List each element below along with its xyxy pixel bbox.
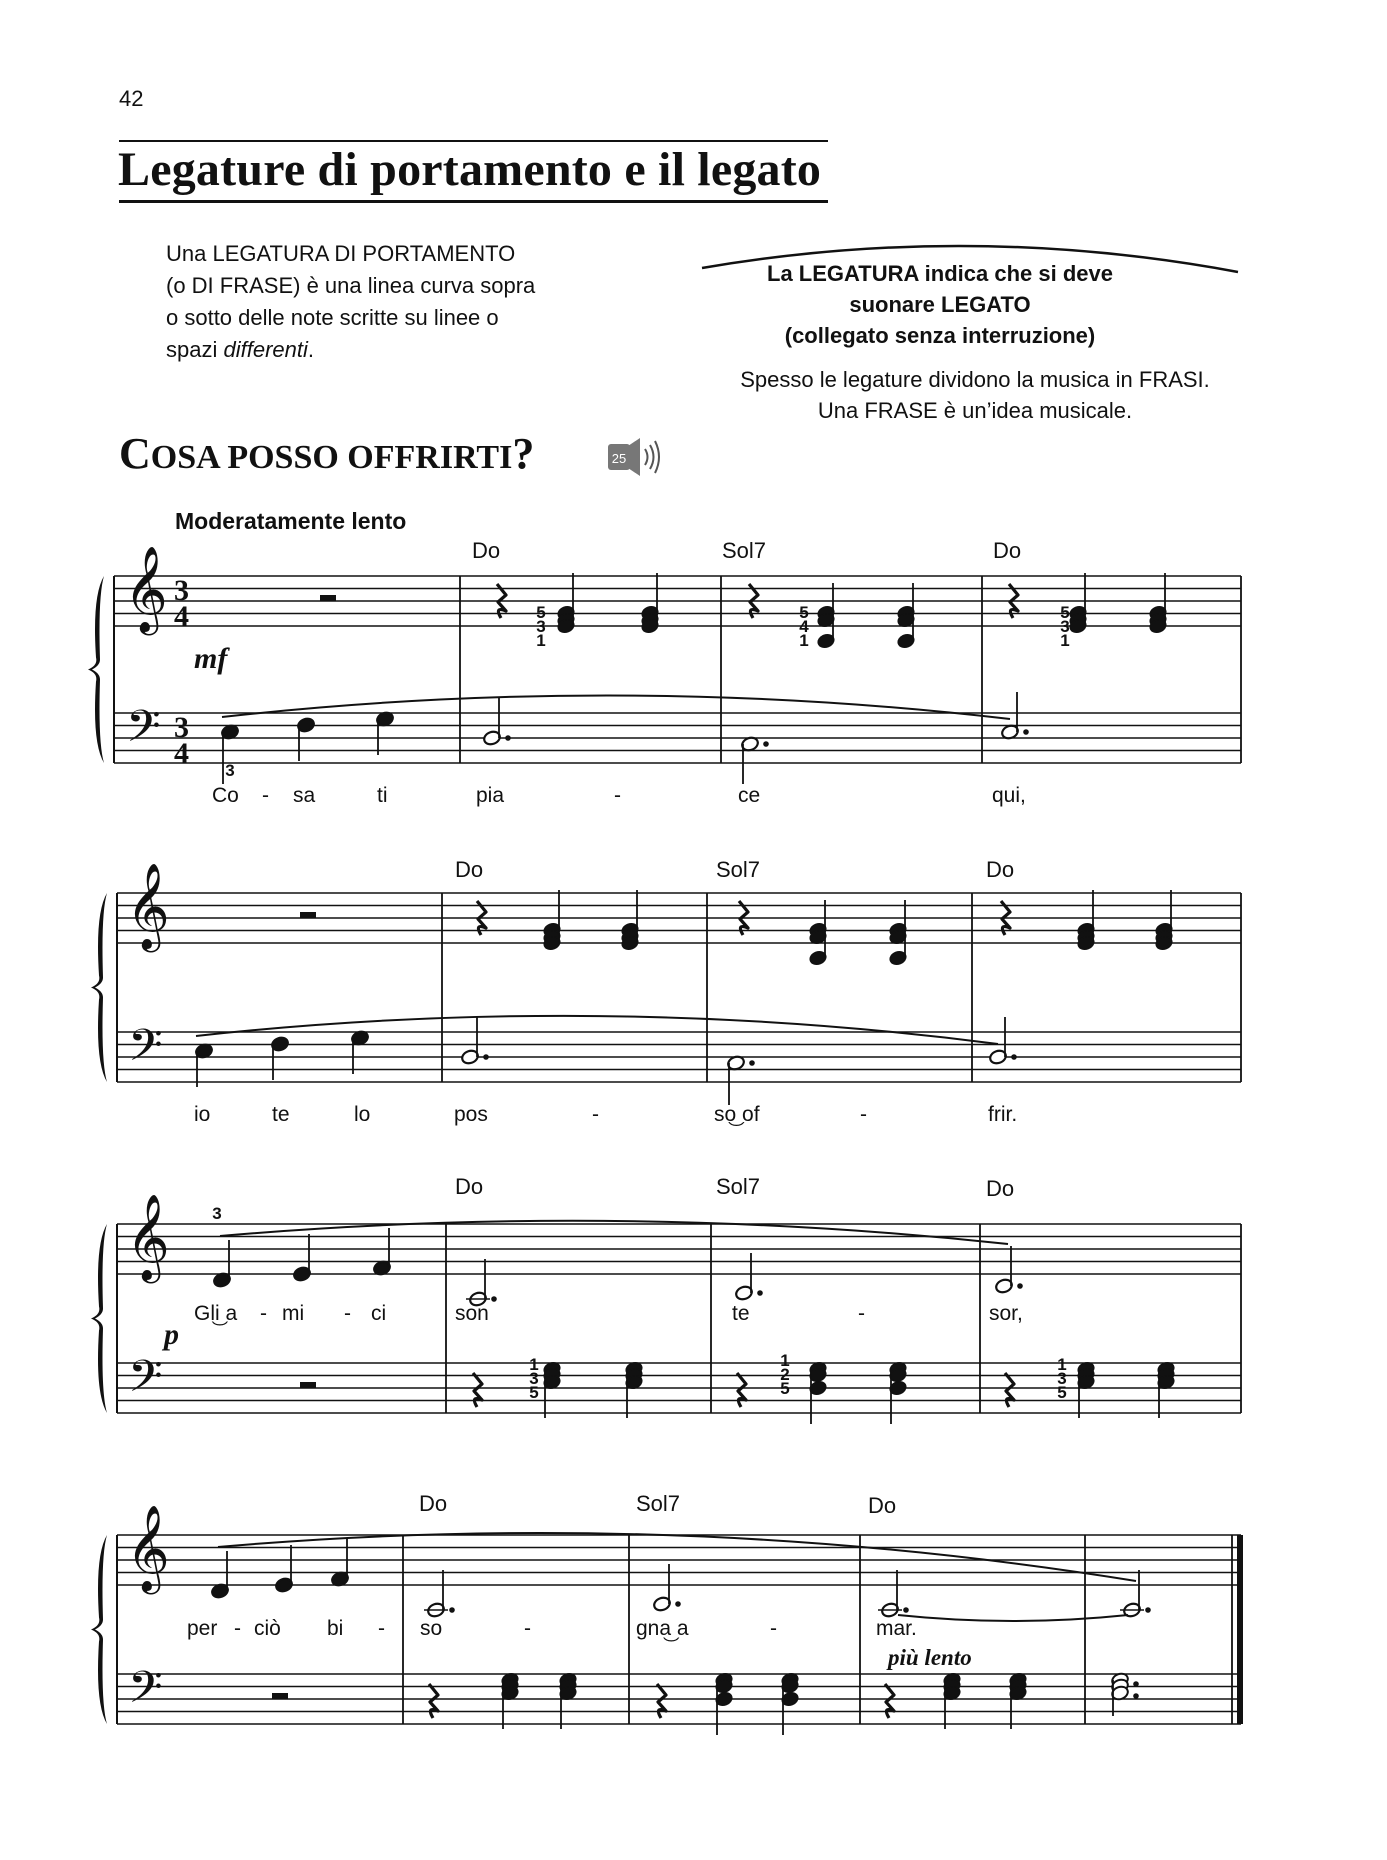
- chord-symbol: Sol7: [716, 857, 761, 882]
- lyric-syllable: ti: [377, 784, 388, 807]
- fingering: 3: [225, 761, 235, 780]
- intro-period: .: [307, 337, 314, 362]
- brace: [91, 893, 107, 1082]
- lyric-syllable: so: [420, 1617, 443, 1640]
- finger-number: 1: [1057, 1355, 1067, 1374]
- lyric-syllable: ce: [738, 784, 761, 807]
- page-title: Legature di portamento e il legato: [118, 143, 822, 196]
- brace: [91, 1535, 107, 1724]
- chord-symbol: Do: [455, 1174, 484, 1199]
- augmentation-dot: [763, 741, 769, 747]
- fingering: [534, 603, 548, 650]
- finger-number: 1: [1060, 631, 1070, 650]
- lyric-hyphen: -: [860, 1103, 867, 1126]
- time-signature: 4: [174, 737, 189, 770]
- finger-number: 1: [780, 1351, 790, 1370]
- half-rest: [300, 912, 316, 918]
- lyric-hyphen: -: [614, 784, 621, 807]
- fingering: [1058, 603, 1072, 650]
- finger-number: 3: [536, 617, 546, 636]
- intro-line-text: spazi: [166, 337, 224, 362]
- lyric-hyphen: -: [770, 1617, 777, 1640]
- phrase-slur: [218, 1533, 1136, 1581]
- finger-number: 5: [536, 603, 546, 622]
- bass-clef: 𝄢: [128, 1350, 163, 1413]
- augmentation-dot: [1145, 1607, 1151, 1613]
- lyric-syllable: te: [732, 1302, 750, 1325]
- lyric-hyphen: -: [592, 1103, 599, 1126]
- lyric-syllable: bi: [327, 1617, 344, 1640]
- bass-clef: 𝄢: [126, 700, 161, 763]
- lyric-syllable: Co: [212, 784, 239, 807]
- lyric-hyphen: -: [344, 1302, 351, 1325]
- page-number: 42: [119, 86, 144, 111]
- augmentation-dot: [1133, 1681, 1139, 1687]
- fingering: [797, 603, 811, 650]
- chord-symbol: Do: [986, 1176, 1015, 1201]
- chord-symbol: Do: [986, 857, 1015, 882]
- augmentation-dot: [903, 1607, 909, 1613]
- time-signature: 3: [174, 574, 189, 607]
- finger-number: 5: [1057, 1383, 1067, 1402]
- lyric-syllable: frir.: [988, 1103, 1018, 1126]
- song-title-question: ?: [512, 429, 535, 478]
- quarter-rest: [1005, 1373, 1014, 1407]
- treble-clef: 𝄞: [126, 1505, 170, 1591]
- lyric-syllable: ciò: [254, 1617, 281, 1640]
- lyric-hyphen: -: [524, 1617, 531, 1640]
- chord-symbol: Do: [455, 857, 484, 882]
- lyric-syllable: pia: [476, 784, 505, 807]
- augmentation-dot: [483, 1054, 489, 1060]
- time-signature: 4: [174, 600, 189, 633]
- lyric-syllable: son: [455, 1302, 489, 1325]
- augmentation-dot: [1017, 1283, 1023, 1289]
- finger-number: 5: [780, 1379, 790, 1398]
- tempo-change: più lento: [888, 1645, 972, 1670]
- lyric-syllable: per: [187, 1617, 218, 1640]
- lyric-syllable: gna͜ a: [636, 1617, 689, 1640]
- lyric-syllable: qui,: [992, 784, 1026, 807]
- half-rest: [300, 1382, 316, 1388]
- lyric-syllable: Gli͜ a: [194, 1302, 238, 1325]
- augmentation-dot: [449, 1607, 455, 1613]
- tie: [898, 1615, 1128, 1621]
- lyric-syllable: lo: [354, 1103, 371, 1126]
- augmentation-dot: [1023, 729, 1029, 735]
- lyric-syllable: te: [272, 1103, 290, 1126]
- quarter-rest: [473, 1373, 482, 1407]
- bass-clef: 𝄢: [128, 1019, 163, 1082]
- fingering: 3: [212, 1204, 222, 1223]
- legato-line: suonare LEGATO: [849, 292, 1031, 317]
- chord-symbol: Do: [993, 538, 1022, 563]
- finger-number: 4: [799, 617, 809, 636]
- brace: [88, 576, 104, 763]
- song-title-rest: OSA POSSO OFFRIRTI: [150, 439, 513, 476]
- augmentation-dot: [505, 735, 511, 741]
- chord-symbol: Sol7: [636, 1491, 681, 1516]
- finger-number: 5: [529, 1383, 539, 1402]
- quarter-rest: [885, 1684, 894, 1718]
- lyric-syllable: sa: [293, 784, 316, 807]
- chord-symbol: Sol7: [722, 538, 767, 563]
- time-signature: 3: [174, 711, 189, 744]
- lyric-hyphen: -: [260, 1302, 267, 1325]
- half-rest: [272, 1693, 288, 1699]
- lyric-hyphen: -: [234, 1617, 241, 1640]
- quarter-rest: [737, 1373, 746, 1407]
- fingering: [527, 1355, 541, 1402]
- treble-clef: 𝄞: [126, 863, 170, 949]
- augmentation-dot: [675, 1601, 681, 1607]
- quarter-rest: [429, 1684, 438, 1718]
- intro-line: o sotto delle note scritte su linee o: [166, 305, 499, 330]
- lyric-syllable: sor,: [989, 1302, 1023, 1325]
- augmentation-dot: [1011, 1054, 1017, 1060]
- augmentation-dot: [757, 1290, 763, 1296]
- phrase-line: Spesso le legature dividono la musica in FRASI.: [740, 367, 1210, 392]
- track-number: 25: [611, 451, 627, 466]
- chord-symbol: Do: [472, 538, 501, 563]
- lyric-syllable: mar.: [876, 1617, 917, 1640]
- dynamic-marking: mf: [194, 642, 228, 675]
- quarter-rest: [657, 1684, 666, 1718]
- intro-line: (o DI FRASE) è una linea curva sopra: [166, 273, 536, 298]
- chord-symbol: Do: [868, 1493, 897, 1518]
- lyric-syllable: so͜ of: [714, 1103, 760, 1126]
- bass-clef: 𝄢: [128, 1661, 163, 1724]
- augmentation-dot: [491, 1296, 497, 1302]
- chord-symbol: Sol7: [716, 1174, 761, 1199]
- intro-line: Una LEGATURA DI PORTAMENTO: [166, 241, 516, 266]
- half-rest: [320, 595, 336, 601]
- lyric-syllable: ci: [371, 1302, 387, 1325]
- brace: [91, 1224, 107, 1413]
- lyric-syllable: pos: [454, 1103, 488, 1126]
- lyric-syllable: mi: [282, 1302, 305, 1325]
- phrase-slur: [196, 1016, 998, 1044]
- augmentation-dot: [749, 1060, 755, 1066]
- phrase-slur: [222, 695, 1010, 719]
- lyric-hyphen: -: [858, 1302, 865, 1325]
- finger-number: 1: [529, 1355, 539, 1374]
- lyric-hyphen: -: [378, 1617, 385, 1640]
- fingering: [778, 1351, 792, 1398]
- phrase-line: Una FRASE è un’idea musicale.: [817, 398, 1133, 423]
- finger-number: 3: [529, 1369, 539, 1388]
- finger-number: 5: [799, 603, 809, 622]
- finger-number: 1: [536, 631, 546, 650]
- chord-symbol: Do: [419, 1491, 448, 1516]
- finger-number: 1: [799, 631, 809, 650]
- treble-clef: 𝄞: [124, 546, 168, 632]
- finger-number: 3: [1060, 617, 1070, 636]
- song-title-initial: C: [119, 429, 151, 478]
- lyric-hyphen: -: [262, 784, 269, 807]
- tempo-marking: Moderatamente lento: [175, 508, 407, 534]
- dynamic-marking: p: [164, 1318, 179, 1351]
- legato-line: (collegato senza interruzione): [784, 323, 1096, 348]
- lyric-syllable: io: [194, 1103, 211, 1126]
- legato-line: La LEGATURA indica che si deve: [767, 261, 1113, 286]
- finger-number: 3: [1057, 1369, 1067, 1388]
- fingering: [1055, 1355, 1069, 1402]
- treble-clef: 𝄞: [126, 1194, 170, 1280]
- finger-number: 5: [1060, 603, 1070, 622]
- augmentation-dot: [1133, 1693, 1139, 1699]
- finger-number: 2: [780, 1365, 790, 1384]
- intro-italic-word: differenti: [223, 337, 308, 362]
